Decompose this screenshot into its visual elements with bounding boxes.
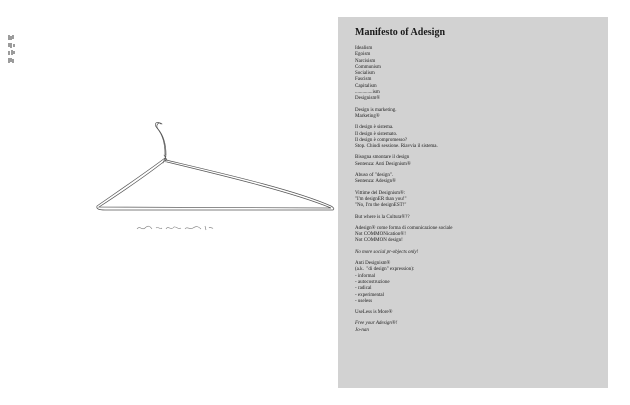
manifesto-line: UseLess is More® <box>355 310 393 316</box>
manifesto-line: Marketing® <box>355 113 380 119</box>
manifesto-line: Communism <box>355 64 381 70</box>
manifesto-block <box>355 173 600 186</box>
manifesto-block <box>355 226 600 245</box>
manifesto-block <box>355 108 600 121</box>
manifesto-line: Stop. Chiudi sessione. Riavvia il sistema. <box>355 144 438 150</box>
manifesto-line: Not COMMON design! <box>355 238 403 244</box>
right-page <box>338 17 608 388</box>
handwritten-signature-icon <box>135 223 215 233</box>
manifesto-line: Design is marketing. <box>355 107 397 113</box>
manifesto-line: "No, I'm the designEST!" <box>355 203 407 209</box>
manifesto-line: ..............ism <box>355 90 380 96</box>
manifesto-line: Not COMMONication®! <box>355 232 406 238</box>
manifesto-line: Adesign® come forma di comunicazione sociale <box>355 225 453 231</box>
manifesto-line: Free your Adesign®! <box>355 321 398 327</box>
manifesto-block <box>355 261 600 305</box>
manifesto-block <box>355 215 600 221</box>
manifesto-text <box>355 27 600 339</box>
manifesto-block <box>355 46 600 103</box>
manifesto-line: Sentenza: Anti Designism® <box>355 161 411 167</box>
manifesto-line: Il design è compromesso? <box>355 137 408 143</box>
manifesto-line: (a.k. "di design" expression): <box>355 267 415 273</box>
wire-hanger-drawing-icon <box>95 118 335 218</box>
manifesto-title: Manifesto of Adesign <box>355 27 445 38</box>
manifesto-line: Vittime del Designism®: <box>355 190 406 196</box>
manifesto-block <box>355 155 600 168</box>
manifesto-line: Sentenza: Adesign® <box>355 179 396 185</box>
manifesto-block <box>355 321 600 334</box>
manifesto-line: - autocostruzione <box>355 279 390 285</box>
manifesto-line: - useless <box>355 298 373 304</box>
manifesto-line: Narcisism <box>355 58 376 64</box>
manifesto-line: Socialism <box>355 71 375 77</box>
manifesto-line: "I'm designER than you!" <box>355 196 407 202</box>
manifesto-line: Bisogna smontare il design <box>355 155 410 161</box>
manifesto-line: Capitalism <box>355 83 377 89</box>
manifesto-block <box>355 310 600 316</box>
manifesto-line: Jo-nan <box>355 327 369 333</box>
manifesto-line: Il design è sistemato. <box>355 131 398 137</box>
manifesto-line: - informal <box>355 273 376 279</box>
manifesto-line: Designism® <box>355 96 381 102</box>
manifesto-line: Egoism <box>355 52 371 58</box>
manifesto-line: But where is la Cultura®?? <box>355 214 410 220</box>
vertical-tiny-text-icon <box>8 34 16 64</box>
manifesto-line: - radical <box>355 286 372 292</box>
manifesto-line: Abuso of "design". <box>355 173 394 179</box>
manifesto-line: - experimental <box>355 292 385 298</box>
manifesto-block <box>355 250 600 256</box>
manifesto-line: Anti Designism® <box>355 261 391 267</box>
manifesto-line: Fascism <box>355 77 372 83</box>
manifesto-line: Il design è sistema. <box>355 125 394 131</box>
manifesto-line: Idealism <box>355 46 373 51</box>
manifesto-line: No more social pr-objects only! <box>355 249 419 255</box>
manifesto-block <box>355 125 600 150</box>
manifesto-body <box>355 46 600 334</box>
manifesto-block <box>355 191 600 210</box>
